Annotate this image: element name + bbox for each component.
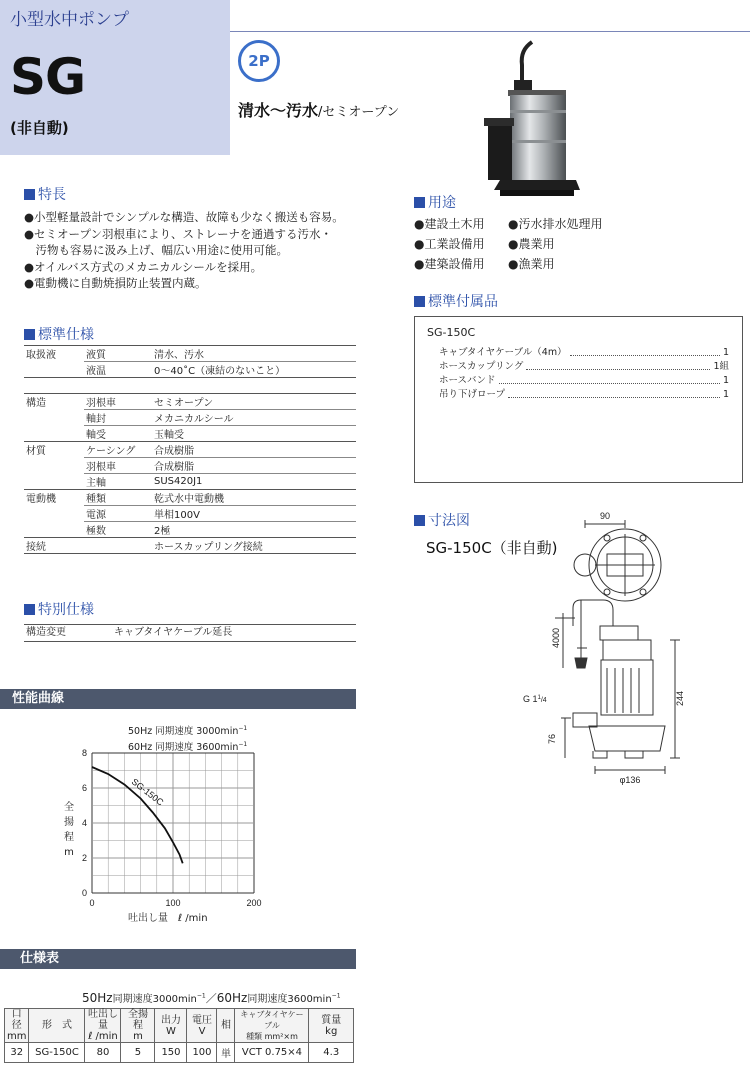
square-icon — [24, 604, 35, 615]
model-title: SG — [10, 48, 86, 106]
x-axis-label: 吐出し量 ℓ /min — [128, 913, 208, 924]
square-icon — [414, 515, 425, 526]
spec-row: 液温 0〜40˚C（凍結のないこと） — [24, 362, 356, 378]
spec-row: 接続 ホースカップリング接続 — [24, 538, 356, 554]
accessories-list — [439, 346, 729, 402]
accessory-item: ホースバンド 1 — [439, 375, 729, 386]
pole-badge: 2P — [238, 40, 280, 82]
category-title: 小型水中ポンプ — [10, 10, 129, 30]
feature-item: 汚物も容易に汲み上げ、幅広い用途に使用可能。 — [24, 243, 289, 257]
feature-item: ●小型軽量設計でシンプルな構造、故障も少なく搬送も容易。 — [24, 210, 344, 224]
square-icon — [414, 296, 425, 307]
dim-76: 76 — [547, 733, 557, 744]
note-50hz: 50Hz 同期速度 $3000\min^{-1}$ — [128, 725, 248, 738]
app-row: ●建設土木用 ●汚水排水処理用 — [414, 217, 603, 231]
applications-heading: 用途 — [414, 192, 456, 212]
spec-row: 構造 羽根車 セミオープン — [24, 394, 356, 410]
ylabel-char: 程 — [64, 832, 74, 843]
special-heading: 特別仕様 — [24, 599, 94, 619]
ylabel-char: 全 — [64, 802, 74, 813]
spec-table-band: 仕様表 — [0, 949, 356, 969]
features-heading: 特長 — [24, 184, 66, 204]
accessory-item: 吊り下げロープ 1 — [439, 389, 729, 400]
spec-row: 電動機 種類 乾式水中電動機 — [24, 490, 356, 506]
ylabel-char: m — [64, 847, 74, 858]
x-tick-label: 0 — [89, 898, 95, 908]
y-tick-label: 2 — [81, 853, 87, 863]
spec-row: 取扱液 液質 清水、汚水 — [24, 346, 356, 362]
accessories-box — [414, 316, 743, 483]
feature-item: ●オイルバス方式のメカニカルシールを採用。 — [24, 259, 263, 274]
dim-g: G $1^1_{/4}$ — [523, 694, 547, 704]
ylabel-char: 揚 — [64, 817, 74, 828]
pump-photo — [470, 40, 600, 200]
spec-row: 軸封 メカニカルシール — [24, 410, 356, 426]
dimensions-label: SG-150C（非自動) — [426, 539, 558, 557]
dimension-drawing — [515, 508, 715, 793]
spec-table-header: 口径 mm 形 式 吐出し量 ℓ /min 全揚程 m 出力 W 電圧 V 相 キャブタイヤケーブル 種類 mm²×m 質量 kg — [5, 1009, 354, 1043]
spec-row: 主軸 SUS420J1 — [24, 474, 356, 490]
y-tick-label: 6 — [81, 783, 87, 793]
y-tick-label: 8 — [81, 748, 87, 758]
spec-row: 極数 2極 — [24, 522, 356, 538]
usage-line: 清水〜汚水/セミオープン — [238, 101, 400, 120]
features-list — [24, 209, 404, 292]
accessory-item: キャブタイヤケーブル（4m） 1 — [439, 347, 729, 358]
applications-list — [414, 214, 602, 274]
accessories-model: SG-150C — [427, 326, 476, 339]
square-icon — [24, 329, 35, 340]
header-rule — [230, 31, 750, 32]
dim-90: 90 — [599, 511, 611, 521]
std-spec-heading: 標準仕様 — [24, 324, 94, 344]
spec-row: 羽根車 合成樹脂 — [24, 458, 356, 474]
spec-row: 電源 単相100V — [24, 506, 356, 522]
square-icon — [24, 189, 35, 200]
spec-table-row: 32 SG-150C 80 5 150 100 単 VCT 0.75×4 4.3 — [5, 1043, 354, 1063]
special-row — [24, 624, 356, 642]
feature-item: ●セミオープン羽根車により、ストレーナを通過する汚水・ — [24, 226, 332, 241]
std-spec-table — [24, 345, 356, 554]
performance-band: 性能曲線 — [0, 689, 356, 709]
app-row: ●工業設備用 ●農業用 — [414, 237, 555, 251]
accessory-item: ホースカップリング 1組 — [439, 361, 729, 372]
feature-item: ●電動機に自動焼損防止装置内蔵。 — [24, 276, 207, 290]
performance-chart — [70, 745, 280, 910]
note-60hz: 60Hz 同期速度 $3600\min^{-1}$ — [128, 741, 248, 754]
spec-table — [4, 1008, 354, 1063]
dimensions-heading: 寸法図 — [414, 510, 470, 530]
app-row: ●建築設備用 ●漁業用 — [414, 257, 555, 271]
special-value: キャブタイヤケーブル延長 — [114, 627, 233, 638]
x-tick-label: 100 — [165, 898, 181, 908]
dim-4000: 4000 — [551, 627, 561, 648]
y-tick-label: 4 — [81, 818, 87, 828]
curve-label: SG-150C — [129, 776, 166, 808]
special-key: 構造変更 — [26, 627, 66, 638]
speed-note: 50Hz同期速度$3000\min^{-1}/60Hz$同期速度$3600\min^{-1}$ — [82, 991, 341, 1005]
dim-136: φ136 — [619, 775, 641, 785]
x-tick-label: 200 — [246, 898, 262, 908]
dim-244: 244 — [675, 690, 685, 706]
spec-row: 軸受 玉軸受 — [24, 426, 356, 442]
spec-row: 材質 ケーシング 合成樹脂 — [24, 442, 356, 458]
model-subtitle: (非自動) — [10, 119, 69, 137]
accessories-heading: 標準付属品 — [414, 291, 498, 311]
square-icon — [414, 197, 425, 208]
y-tick-label: 0 — [81, 888, 87, 898]
